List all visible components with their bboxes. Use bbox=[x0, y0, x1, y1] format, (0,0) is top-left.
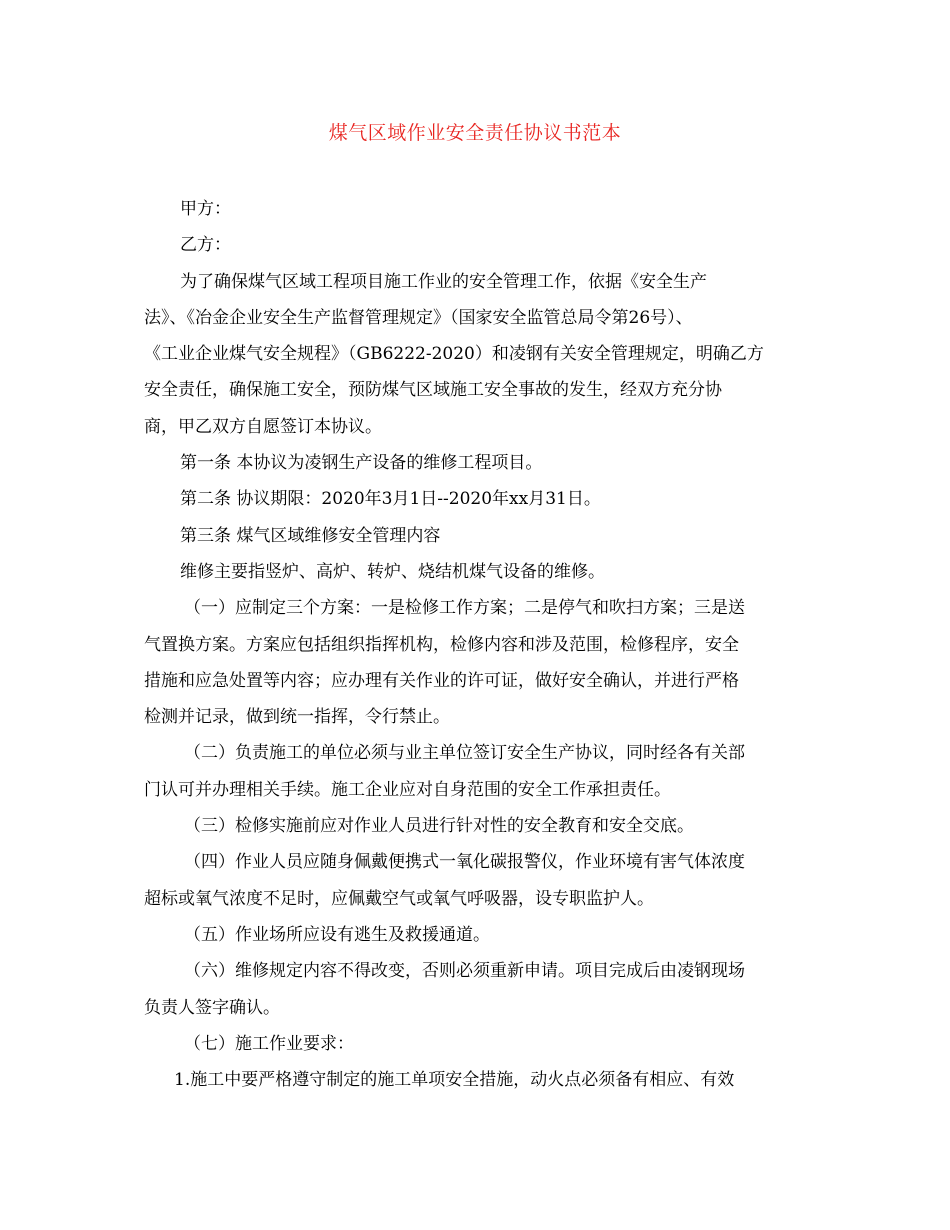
party-a-line: 甲方： bbox=[180, 199, 231, 219]
article-1: 第一条 本协议为凌钢生产设备的维修工程项目。 bbox=[180, 453, 543, 474]
clause-1-line: 检测并记录，做到统一指挥，令行禁止。 bbox=[144, 707, 450, 728]
clause-5-line: （五）作业场所应设有逃生及救援通道。 bbox=[184, 924, 490, 945]
clause-2-line: （二）负责施工的单位必须与业主单位签订安全生产协议，同时经各有关部 bbox=[184, 743, 745, 764]
requirement-1-line: 1.施工中要严格遵守制定的施工单项安全措施，动火点必须备有相应、有效 bbox=[174, 1070, 735, 1091]
clause-1-line: （一）应制定三个方案：一是检修工作方案；二是停气和吹扫方案；三是送 bbox=[184, 598, 745, 619]
document-title: 煤气区域作业安全责任协议书范本 bbox=[328, 122, 622, 144]
preamble-line: 《工业企业煤气安全规程》（GB6222-2020）和凌钢有关安全管理规定，明确乙方 bbox=[144, 344, 764, 365]
clause-2-line: 门认可并办理相关手续。施工企业应对自身范围的安全工作承担责任。 bbox=[144, 779, 671, 800]
clause-6-line: （六）维修规定内容不得改变，否则必须重新申请。项目完成后由凌钢现场 bbox=[184, 961, 745, 982]
clause-6-line: 负责人签字确认。 bbox=[144, 997, 280, 1018]
clause-4-line: （四）作业人员应随身佩戴便携式一氧化碳报警仪，作业环境有害气体浓度 bbox=[184, 852, 745, 873]
clause-1-line: 措施和应急处置等内容；应办理有关作业的许可证，做好安全确认，并进行严格 bbox=[144, 670, 739, 691]
article-2: 第二条 协议期限：2020年3月1日--2020年xx月31日。 bbox=[180, 489, 601, 510]
clause-4-line: 超标或氧气浓度不足时，应佩戴空气或氧气呼吸器，设专职监护人。 bbox=[144, 888, 654, 909]
clause-7-heading: （七）施工作业要求： bbox=[184, 1033, 354, 1054]
clause-1-line: 气置换方案。方案应包括组织指挥机构，检修内容和涉及范围，检修程序，安全 bbox=[144, 634, 739, 655]
preamble-line: 法》、《冶金企业安全生产监督管理规定》（国家安全监管总局令第26号）、 bbox=[144, 307, 693, 328]
article-3-heading: 第三条 煤气区域维修安全管理内容 bbox=[180, 525, 441, 546]
preamble-line: 安全责任，确保施工安全，预防煤气区域施工安全事故的发生，经双方充分协 bbox=[144, 380, 722, 401]
preamble-line: 商，甲乙双方自愿签订本协议。 bbox=[144, 416, 382, 437]
clause-3-line: （三）检修实施前应对作业人员进行针对性的安全教育和安全交底。 bbox=[184, 816, 694, 837]
preamble-line: 为了确保煤气区域工程项目施工作业的安全管理工作，依据《安全生产 bbox=[180, 271, 707, 292]
document-body bbox=[144, 191, 806, 1098]
maintenance-scope: 维修主要指竖炉、高炉、转炉、烧结机煤气设备的维修。 bbox=[180, 561, 605, 582]
party-b-line: 乙方： bbox=[180, 235, 231, 256]
